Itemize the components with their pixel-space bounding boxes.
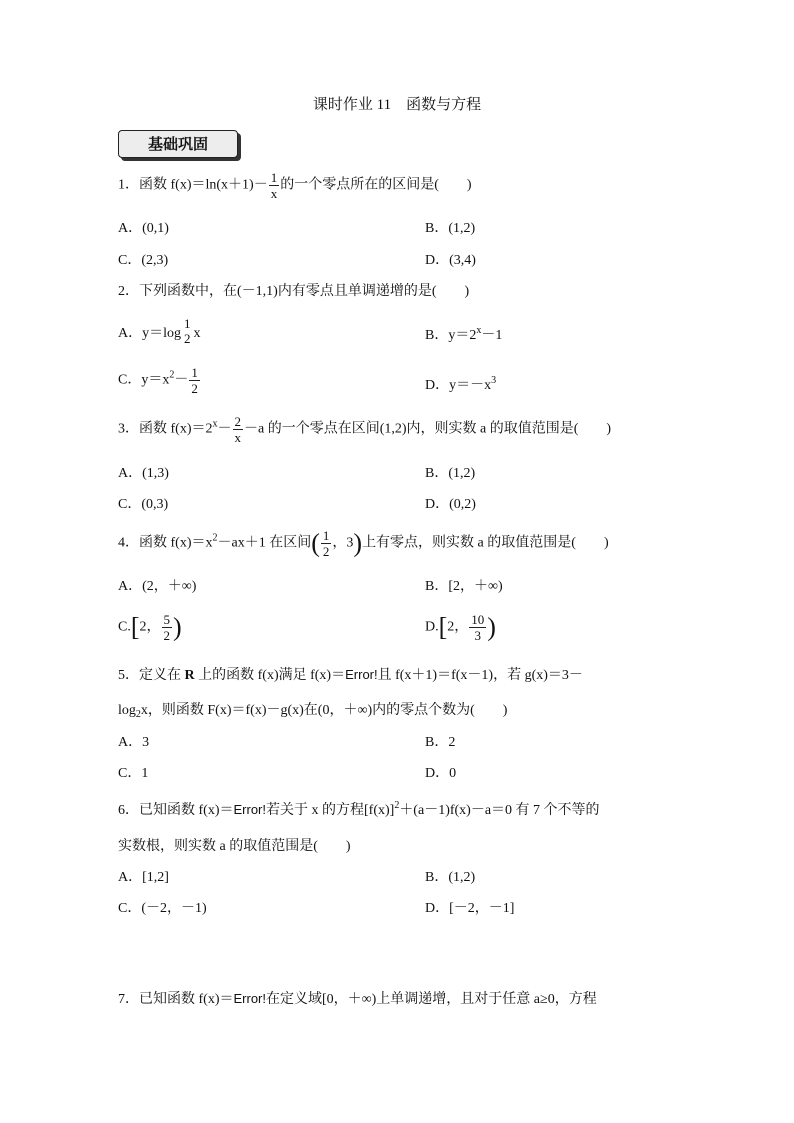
q2-option-c: C．$y=x^2-$ $\frac{1}{2}$ [118, 365, 198, 396]
question-6-stem: 6．已知函数 f(x)＝Error!若关于 x 的方程$[f(x)]^2+(a-1)f(x)-a=0$ 有 7 个不等的 [118, 800, 600, 818]
q5-error-placeholder: Error! [345, 667, 378, 682]
q4-option-a: A．(2，＋∞) [118, 579, 197, 594]
q4-option-c: C.[2， $\frac{5}{2}$ ) [118, 612, 182, 643]
q1-option-c: C．(2,3) [118, 253, 169, 268]
question-4-stem: 4．函数 $f(x)=x^2-ax+1$ 在区间( $\frac{1}{2}$ ，3)上有零点，则实数 a 的取值范围是( ) [118, 528, 609, 559]
q2-c-fraction: $\frac{1}{2}$ [191, 365, 198, 396]
q2-option-b: B．$y=2^x-1$ [425, 325, 503, 343]
q2-option-d: D．$y=-x^3$ [425, 375, 497, 393]
q5-option-d: D．0 [425, 766, 457, 781]
q5-option-b: B．2 [425, 735, 456, 750]
q1-fraction: $\frac{1}{x}$ [270, 170, 278, 201]
q6-option-c: C．(－2，－1) [118, 901, 207, 916]
q3-option-d: D．(0,2) [425, 497, 476, 512]
q3-option-a: A．(1,3) [118, 466, 169, 481]
page-title: 课时作业 11 函数与方程 [312, 97, 482, 113]
q4-fraction: $\frac{1}{2}$ [322, 528, 330, 559]
q1-text-a: 1．函数 f(x)＝ln(x＋1)－ [118, 177, 268, 193]
q1-option-b: B．(1,2) [425, 221, 476, 236]
q7-error-placeholder: Error! [233, 991, 266, 1006]
q5-option-c: C．1 [118, 766, 149, 781]
q6-option-a: A．[1,2] [118, 870, 169, 885]
q5-option-a: A．3 [118, 735, 150, 750]
q6-error-placeholder: Error! [233, 802, 266, 817]
q4-option-d: D.[2， $\frac{10}{3}$ ) [425, 612, 496, 643]
q6-option-b: B．(1,2) [425, 870, 476, 885]
q4-option-b: B．[2，＋∞) [425, 579, 503, 594]
question-7-stem: 7．已知函数 f(x)＝Error!在定义域[0，＋∞)上单调递增，且对于任意 a≥0，方程 [118, 991, 597, 1007]
q2-a-base-fraction: 1 2 [184, 316, 191, 346]
question-3-stem: 3．函数 $f(x)=2^x-$ $\frac{2}{x}$ －a 的一个零点在区间(1,2)内，则实数 a 的取值范围是( ) [118, 414, 612, 445]
q4-d-fraction: $\frac{10}{3}$ [471, 612, 485, 643]
section-badge-label: 基础巩固 [147, 135, 208, 153]
q1-text-b: 的一个零点所在的区间是( ) [280, 177, 472, 193]
section-badge [118, 130, 238, 158]
q6-option-d: D．[－2，－1] [425, 901, 515, 916]
q3-option-b: B．(1,2) [425, 466, 476, 481]
q3-option-c: C．(0,3) [118, 497, 169, 512]
q2-option-a: A．y＝log 1 2 x [118, 316, 201, 346]
question-5-stem-line-2: $\log_2x$，则函数 F(x)＝f(x)－g(x)在(0，＋∞)内的零点个数为( ) [118, 703, 508, 720]
q1-option-a: A．(0,1) [118, 221, 169, 236]
question-1-stem [118, 170, 472, 201]
q1-option-d: D．(3,4) [425, 253, 476, 268]
q4-c-fraction: $\frac{5}{2}$ [163, 612, 171, 643]
question-5-stem: 5．定义在 R 上的函数 f(x)满足 f(x)＝Error!且 f(x＋1)＝f(x－1)，若 g(x)＝3－ [118, 667, 583, 683]
question-6-stem-line-2: 实数根，则实数 a 的取值范围是( ) [118, 839, 351, 854]
q3-fraction: $\frac{2}{x}$ [234, 414, 241, 445]
question-2-stem: 2．下列函数中，在(－1,1)内有零点且单调递增的是( ) [118, 284, 470, 299]
